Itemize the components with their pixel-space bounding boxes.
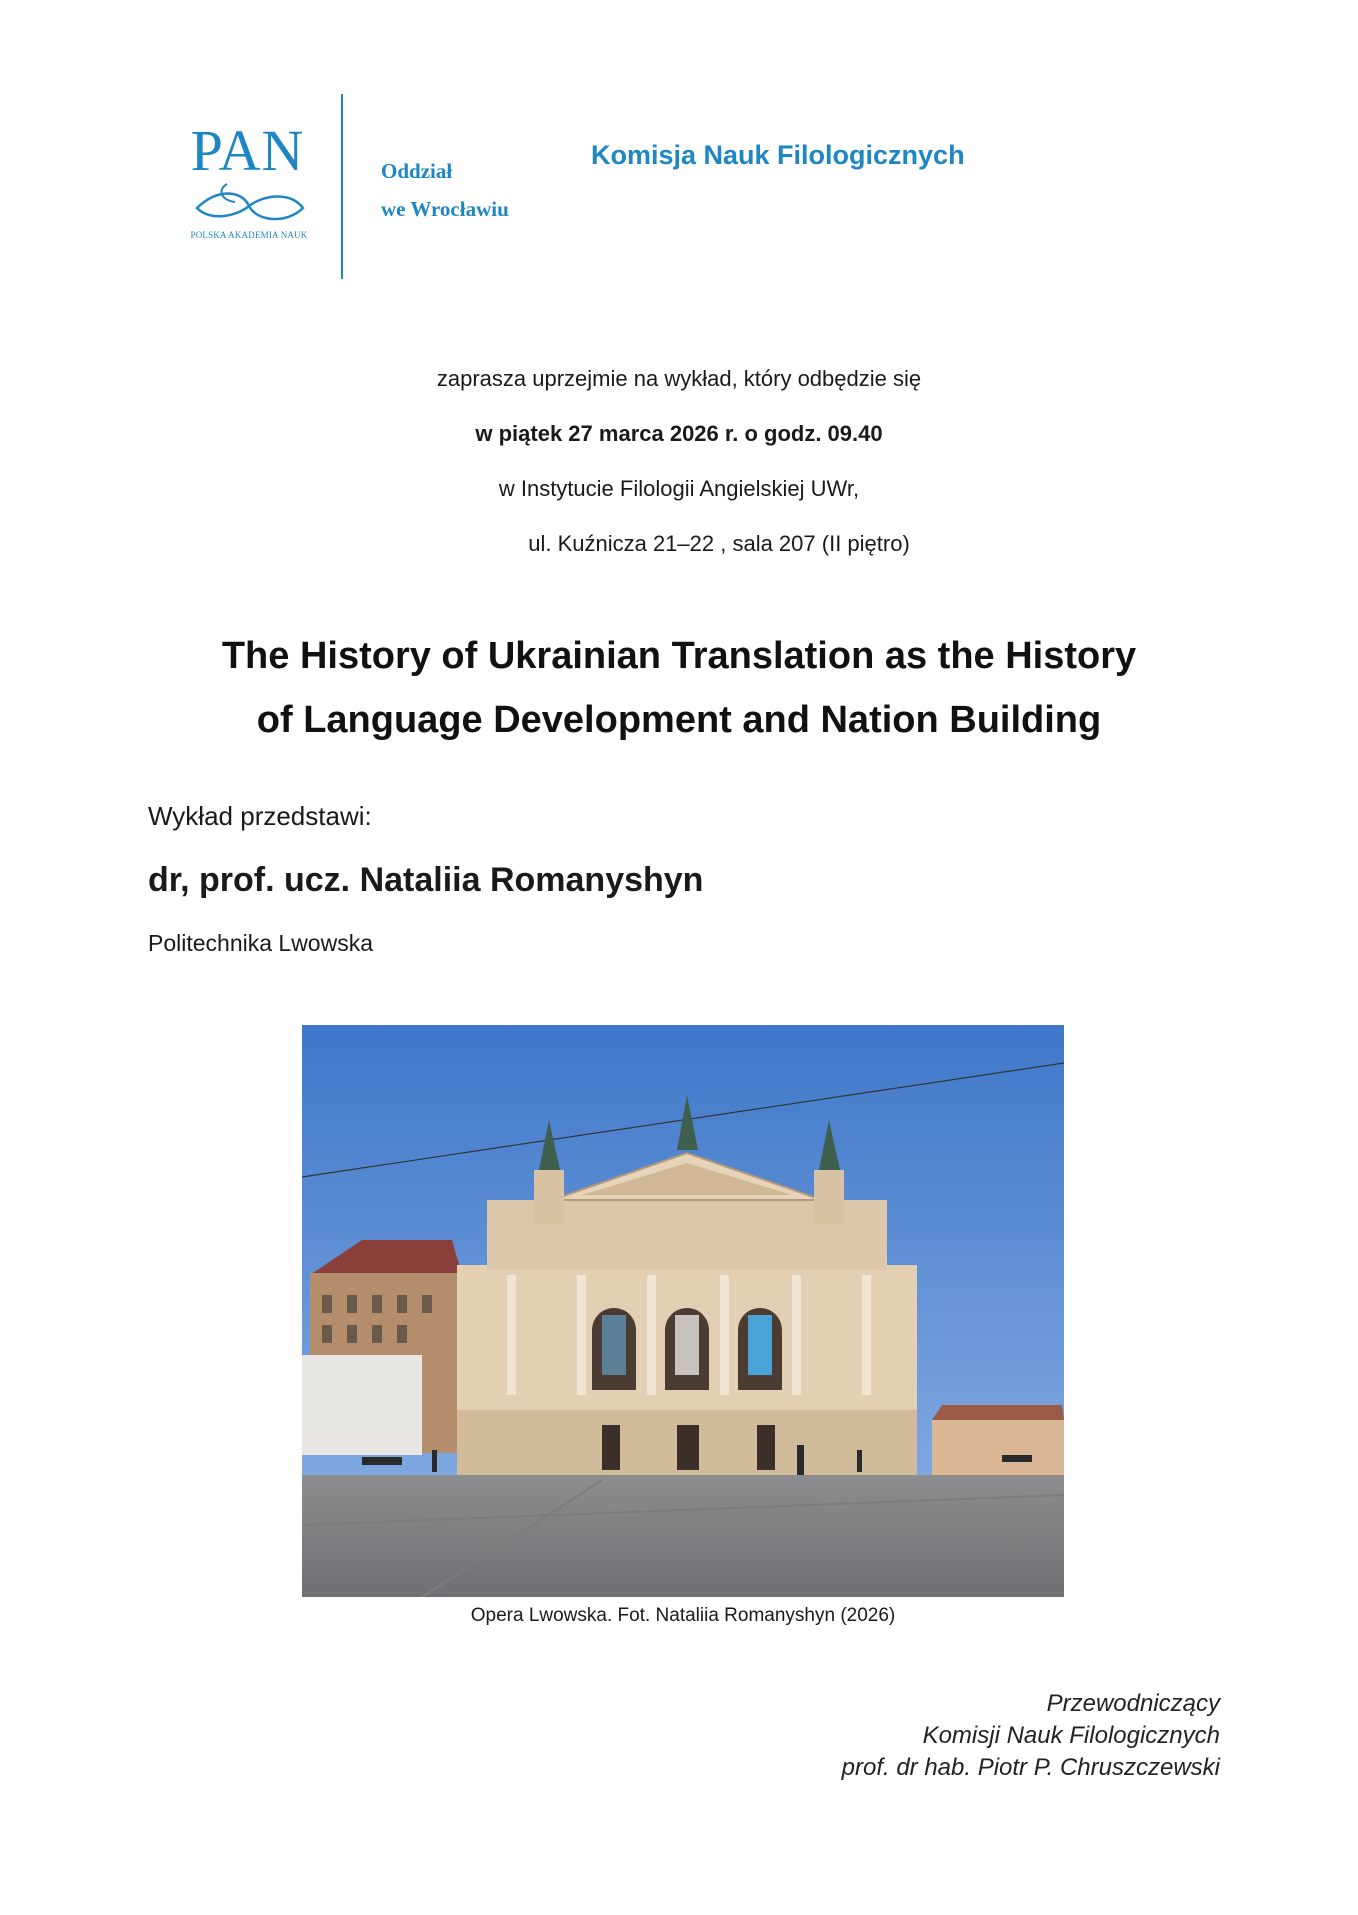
lecture-title-line-2: of Language Development and Nation Building — [256, 699, 1102, 741]
signature-line-1: Przewodniczący — [1046, 1690, 1220, 1717]
lecture-address: ul. Kuźnicza 21–22 , sala 207 (II piętro) — [528, 531, 910, 556]
lecture-venue: w Instytucie Filologii Angielskiej UWr, — [498, 476, 860, 501]
pan-logo-subtitle: POLSKA AKADEMIA NAUK — [190, 230, 308, 240]
branch-name — [381, 152, 509, 228]
presenter-label: Wykład przedstawi: — [148, 801, 372, 831]
presenter-affiliation: Politechnika Lwowska — [148, 930, 374, 956]
branch-line-2: we Wrocławiu — [381, 197, 509, 221]
lecture-title — [129, 624, 1229, 752]
presenter-name: dr, prof. ucz. Nataliia Romanyshyn — [148, 861, 704, 899]
photo-caption: Opera Lwowska. Fot. Nataliia Romanyshyn (2026) — [470, 1605, 896, 1626]
infinity-swirl-icon — [187, 180, 312, 230]
lecture-title-line-1: The History of Ukrainian Translation as the History — [221, 635, 1137, 677]
invitation-intro: zaprasza uprzejmie na wykład, który odbędzie się — [436, 366, 922, 391]
opera-photo — [302, 1025, 1064, 1597]
signature-line-2: Komisji Nauk Filologicznych — [922, 1722, 1220, 1749]
lecture-date: w piątek 27 marca 2026 r. o godz. 09.40 — [475, 421, 883, 446]
pan-logo — [185, 120, 315, 250]
signature-line-3: prof. dr hab. Piotr P. Chruszczewski — [841, 1754, 1220, 1781]
pan-logo-text: PAN — [190, 118, 305, 183]
header-divider — [341, 94, 343, 279]
signature-block — [700, 1688, 1220, 1784]
branch-line-1: Oddział — [381, 159, 453, 183]
commission-name: Komisja Nauk Filologicznych — [591, 140, 965, 170]
